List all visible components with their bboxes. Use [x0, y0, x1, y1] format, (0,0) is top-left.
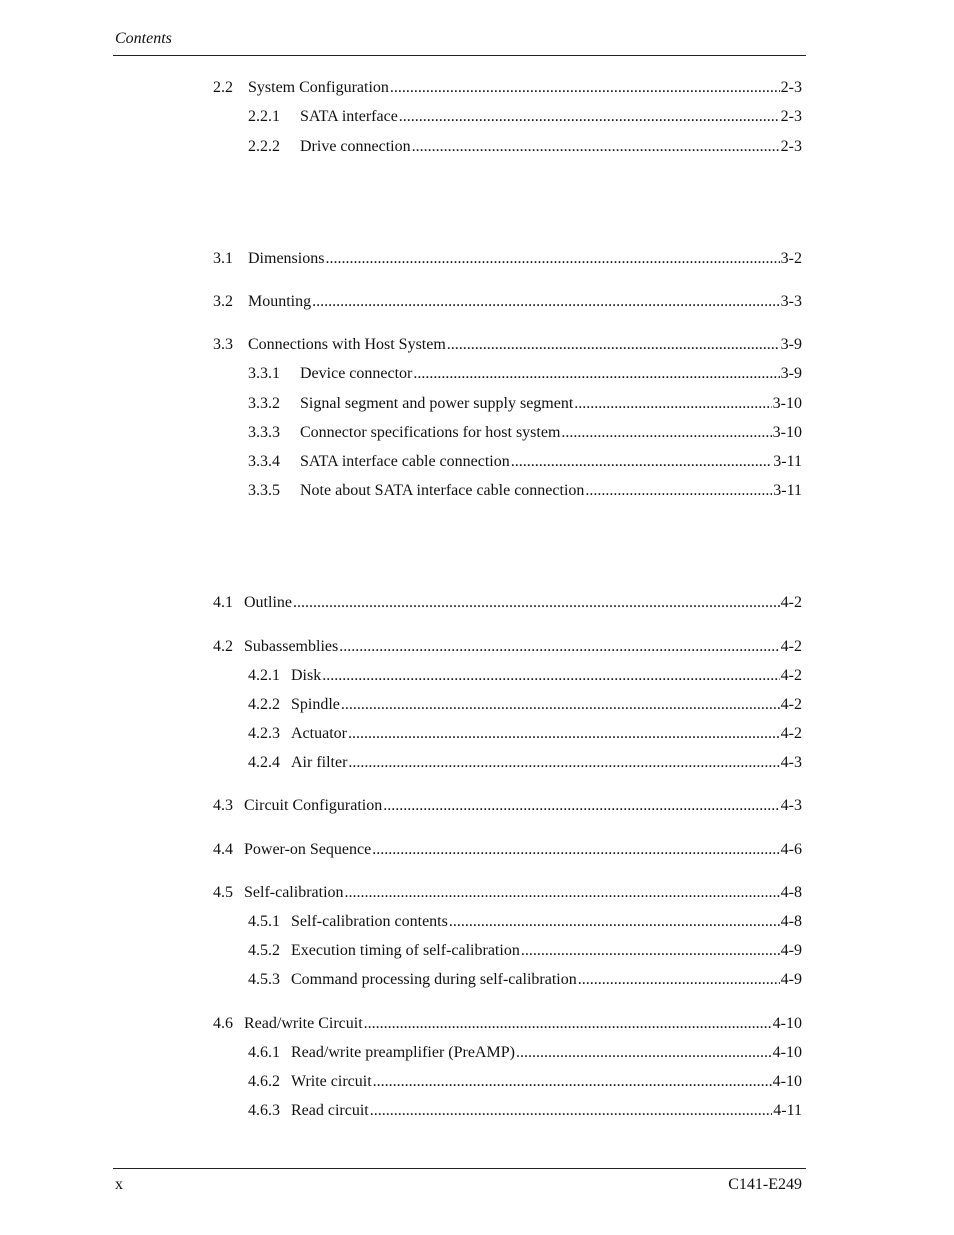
toc-entry-number: 4.2.3 — [248, 725, 280, 742]
toc-entry-page: 3-10 — [772, 395, 802, 412]
toc-entry-page: 4-10 — [772, 1073, 802, 1090]
toc-entry-number: 4.6.1 — [248, 1044, 280, 1061]
toc-dot-leader — [348, 753, 779, 773]
toc-dot-leader — [399, 107, 780, 127]
toc-entry-page: 4-2 — [780, 725, 802, 742]
toc-entry-page: 4-3 — [780, 754, 802, 771]
toc-entry-number: 3.3.3 — [248, 424, 280, 441]
toc-entry-number: 4.6 — [213, 1015, 233, 1032]
toc-entry-page: 3-11 — [773, 482, 802, 499]
toc-entry-number: 4.5.2 — [248, 942, 280, 959]
toc-entry-number: 4.3 — [213, 797, 233, 814]
toc-entry-title: Read/write Circuit — [244, 1015, 363, 1032]
toc-entry[interactable] — [213, 335, 802, 355]
toc-entry[interactable] — [248, 452, 802, 472]
toc-entry[interactable] — [248, 107, 802, 127]
toc-entry-title: Write circuit — [291, 1073, 372, 1090]
toc-entry-title: Signal segment and power supply segment — [300, 395, 574, 412]
toc-entry-title: Outline — [244, 594, 292, 611]
toc-entry-page: 4-10 — [772, 1015, 802, 1032]
toc-entry[interactable] — [248, 423, 802, 443]
toc-dot-leader — [372, 840, 779, 860]
toc-entry-number: 3.3.5 — [248, 482, 280, 499]
toc-entry-number: 4.6.3 — [248, 1102, 280, 1119]
toc-entry-page: 4-8 — [780, 913, 802, 930]
toc-entry-title: Read circuit — [291, 1102, 369, 1119]
toc-dot-leader — [348, 724, 780, 744]
toc-entry[interactable] — [248, 1101, 802, 1121]
toc-entry[interactable] — [248, 364, 802, 384]
toc-entry[interactable] — [213, 292, 802, 312]
toc-entry-page: 4-2 — [780, 594, 802, 611]
running-header-title: Contents — [115, 30, 172, 47]
toc-entry[interactable] — [248, 481, 802, 501]
toc-entry-title: Connector specifications for host system — [300, 424, 561, 441]
toc-entry-title: Dimensions — [248, 250, 325, 267]
toc-entry-page: 4-9 — [780, 971, 802, 988]
toc-entry-page: 3-3 — [780, 293, 802, 310]
footer-page-number: x — [115, 1176, 123, 1193]
toc-entry[interactable] — [248, 753, 802, 773]
toc-dot-leader — [345, 883, 780, 903]
toc-dot-leader — [364, 1014, 772, 1034]
toc-entry-number: 4.5.3 — [248, 971, 280, 988]
toc-dot-leader — [341, 695, 780, 715]
toc-entry-page: 4-2 — [780, 638, 802, 655]
toc-entry[interactable] — [213, 1014, 802, 1034]
toc-entry-title: Note about SATA interface cable connection — [300, 482, 585, 499]
toc-entry-number: 4.5 — [213, 884, 233, 901]
toc-entry-page: 2-3 — [780, 138, 802, 155]
toc-entry-title: Drive connection — [300, 138, 411, 155]
toc-entry-page: 4-2 — [780, 696, 802, 713]
toc-entry-title: Execution timing of self-calibration — [291, 942, 520, 959]
toc-entry-page: 3-11 — [773, 453, 802, 470]
footer-document-id: C141-E249 — [728, 1176, 802, 1193]
toc-dot-leader — [373, 1072, 772, 1092]
toc-entry-number: 4.2 — [213, 638, 233, 655]
toc-dot-leader — [390, 78, 780, 98]
toc-entry[interactable] — [213, 249, 802, 269]
toc-entry-title: Circuit Configuration — [244, 797, 383, 814]
toc-entry-page: 2-3 — [780, 79, 802, 96]
toc-dot-leader — [447, 335, 780, 355]
toc-entry-number: 4.6.2 — [248, 1073, 280, 1090]
toc-entry-page: 3-9 — [780, 365, 802, 382]
toc-entry[interactable] — [213, 840, 802, 860]
toc-dot-leader — [574, 394, 771, 414]
toc-dot-leader — [516, 1043, 772, 1063]
toc-entry-number: 2.2.1 — [248, 108, 280, 125]
toc-entry-number: 3.1 — [213, 250, 233, 267]
toc-entry-title: Actuator — [291, 725, 347, 742]
toc-entry-title: SATA interface — [300, 108, 398, 125]
toc-entry-page: 4-6 — [780, 841, 802, 858]
toc-entry-page: 4-10 — [772, 1044, 802, 1061]
toc-dot-leader — [312, 292, 780, 312]
toc-entry-page: 2-3 — [780, 108, 802, 125]
toc-entry-page: 4-3 — [780, 797, 802, 814]
toc-entry-number: 3.3 — [213, 336, 233, 353]
toc-dot-leader — [339, 637, 779, 657]
toc-entry-number: 3.3.1 — [248, 365, 280, 382]
toc-entry-number: 3.3.2 — [248, 395, 280, 412]
toc-entry-title: Air filter — [291, 754, 348, 771]
toc-entry[interactable] — [248, 666, 802, 686]
footer-rule — [113, 1168, 806, 1169]
toc-entry-title: Subassemblies — [244, 638, 339, 655]
toc-entry-number: 4.2.4 — [248, 754, 280, 771]
toc-dot-leader — [322, 666, 779, 686]
toc-entry[interactable] — [248, 394, 802, 414]
toc-entry-title: Device connector — [300, 365, 413, 382]
toc-entry-number: 3.3.4 — [248, 453, 280, 470]
toc-entry-page: 3-10 — [772, 424, 802, 441]
toc-entry[interactable] — [213, 593, 802, 613]
toc-dot-leader — [413, 364, 779, 384]
toc-entry-title: Connections with Host System — [248, 336, 446, 353]
toc-dot-leader — [561, 423, 771, 443]
toc-entry-number: 4.5.1 — [248, 913, 280, 930]
toc-entry[interactable] — [248, 912, 802, 932]
toc-dot-leader — [521, 941, 780, 961]
header-rule — [113, 55, 806, 56]
toc-dot-leader — [370, 1101, 773, 1121]
toc-dot-leader — [325, 249, 779, 269]
toc-entry[interactable] — [248, 695, 802, 715]
toc-dot-leader — [578, 970, 780, 990]
toc-dot-leader — [585, 481, 772, 501]
toc-entry-title: Self-calibration contents — [291, 913, 448, 930]
toc-entry-page: 4-8 — [780, 884, 802, 901]
toc-entry[interactable] — [248, 970, 802, 990]
toc-entry[interactable] — [213, 637, 802, 657]
toc-entry[interactable] — [248, 1072, 802, 1092]
toc-dot-leader — [293, 593, 780, 613]
toc-entry-number: 4.4 — [213, 841, 233, 858]
toc-entry[interactable] — [213, 796, 802, 816]
toc-entry[interactable] — [248, 137, 802, 157]
toc-entry-title: Self-calibration — [244, 884, 344, 901]
toc-entry-number: 4.2.1 — [248, 667, 280, 684]
toc-entry-number: 4.2.2 — [248, 696, 280, 713]
toc-dot-leader — [511, 452, 773, 472]
toc-entry[interactable] — [248, 941, 802, 961]
toc-entry[interactable] — [248, 724, 802, 744]
toc-dot-leader — [383, 796, 779, 816]
toc-entry-title: Command processing during self-calibration — [291, 971, 577, 988]
toc-entry-title: Read/write preamplifier (PreAMP) — [291, 1044, 515, 1061]
toc-entry-title: Disk — [291, 667, 322, 684]
toc-dot-leader — [449, 912, 780, 932]
toc-entry-page: 4-2 — [780, 667, 802, 684]
toc-entry-page: 4-9 — [780, 942, 802, 959]
toc-entry-number: 2.2.2 — [248, 138, 280, 155]
toc-entry-number: 2.2 — [213, 79, 233, 96]
toc-entry-title: Power-on Sequence — [244, 841, 372, 858]
toc-entry-title: SATA interface cable connection — [300, 453, 510, 470]
toc-dot-leader — [412, 137, 780, 157]
toc-entry[interactable] — [213, 883, 802, 903]
toc-entry-page: 3-2 — [780, 250, 802, 267]
toc-entry[interactable] — [248, 1043, 802, 1063]
toc-entry-title: Mounting — [248, 293, 312, 310]
toc-entry[interactable] — [213, 78, 802, 98]
toc-entry-number: 3.2 — [213, 293, 233, 310]
toc-entry-page: 4-11 — [773, 1102, 802, 1119]
toc-entry-page: 3-9 — [780, 336, 802, 353]
toc-entry-number: 4.1 — [213, 594, 233, 611]
toc-entry-title: System Configuration — [248, 79, 389, 96]
toc-entry-title: Spindle — [291, 696, 340, 713]
